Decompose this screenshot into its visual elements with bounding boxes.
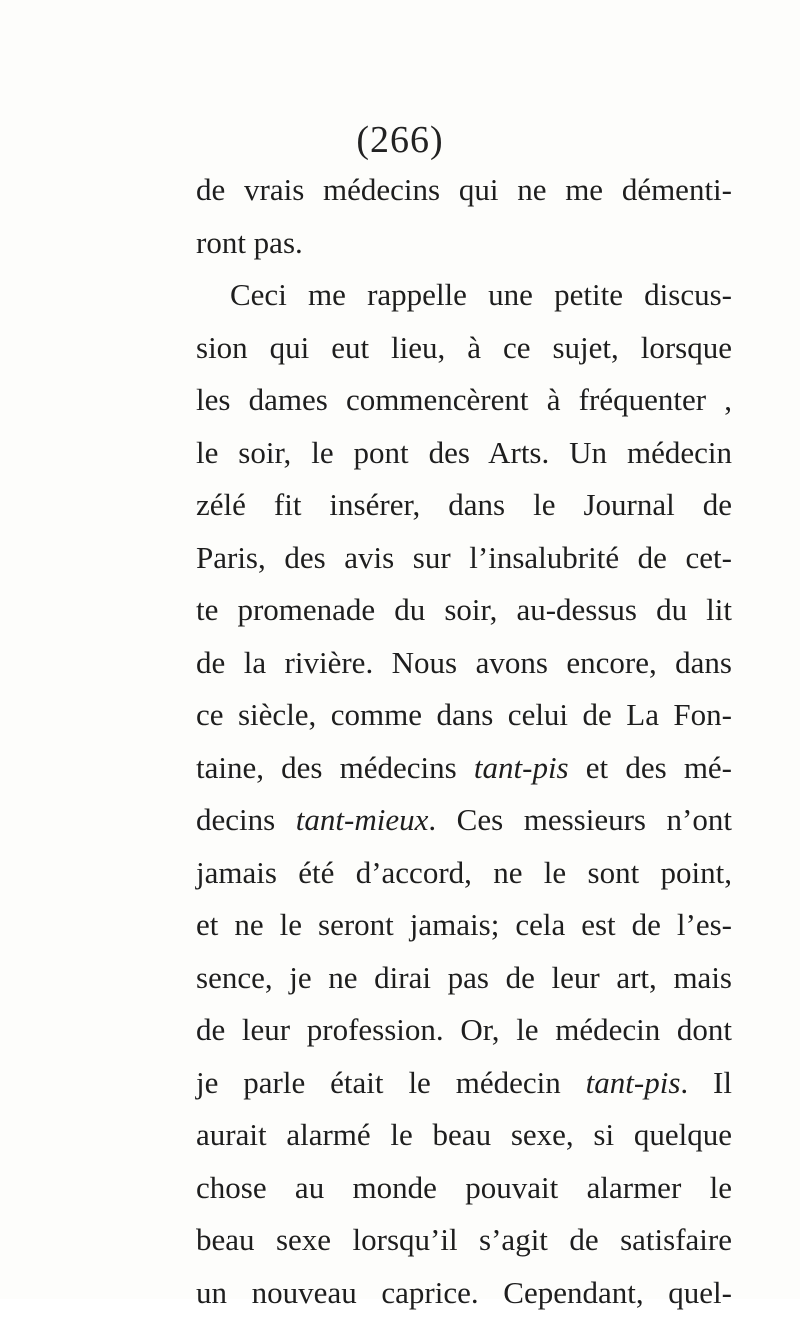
- text-line: [196, 217, 732, 270]
- text-line: [196, 899, 732, 952]
- text-segment: un nouveau caprice. Cependant, quel-: [196, 1275, 732, 1310]
- text-line: [196, 269, 732, 322]
- body-text: [196, 164, 732, 1319]
- text-line: [196, 847, 732, 900]
- text-segment: et ne le seront jamais; cela est de l’es-: [196, 907, 732, 942]
- text-segment: jamais été d’accord, ne le sont point,: [196, 855, 732, 890]
- page-number: (266): [0, 118, 800, 162]
- text-segment: aurait alarmé le beau sexe, si quelque: [196, 1117, 732, 1152]
- text-line: [196, 1057, 732, 1110]
- text-segment: chose au monde pouvait alarmer le: [196, 1170, 732, 1205]
- text-line: [196, 374, 732, 427]
- text-line: [196, 532, 732, 585]
- text-line: [196, 427, 732, 480]
- text-segment: decins: [196, 802, 296, 837]
- text-segment: de vrais médecins qui ne me démenti-: [196, 172, 732, 207]
- text-line: [196, 1109, 732, 1162]
- text-line: [196, 794, 732, 847]
- text-segment: taine, des médecins: [196, 750, 474, 785]
- text-line: [196, 479, 732, 532]
- text-line: [196, 952, 732, 1005]
- italic-text: tant-pis: [586, 1065, 681, 1100]
- text-line: [196, 322, 732, 375]
- text-segment: Paris, des avis sur l’insalubrité de cet-: [196, 540, 732, 575]
- text-line: [196, 1214, 732, 1267]
- text-segment: le soir, le pont des Arts. Un médecin: [196, 435, 732, 470]
- text-segment: sion qui eut lieu, à ce sujet, lorsque: [196, 330, 732, 365]
- italic-text: tant-mieux: [296, 802, 429, 837]
- text-segment: les dames commencèrent à fréquenter ,: [196, 382, 732, 417]
- italic-text: tant-pis: [474, 750, 569, 785]
- text-segment: . Ces messieurs n’ont: [428, 802, 732, 837]
- text-segment: ront pas.: [196, 225, 303, 260]
- text-line: [196, 1004, 732, 1057]
- text-segment: et des mé-: [569, 750, 732, 785]
- text-segment: sence, je ne dirai pas de leur art, mais: [196, 960, 732, 995]
- text-segment: . Il: [680, 1065, 732, 1100]
- text-line: [196, 1162, 732, 1215]
- text-line: [196, 584, 732, 637]
- text-segment: te promenade du soir, au-dessus du lit: [196, 592, 732, 627]
- text-segment: ce siècle, comme dans celui de La Fon-: [196, 697, 732, 732]
- text-line: [196, 637, 732, 690]
- text-segment: zélé fit insérer, dans le Journal de: [196, 487, 732, 522]
- text-line: [196, 1267, 732, 1319]
- text-segment: Ceci me rappelle une petite discus-: [230, 277, 732, 312]
- text-segment: de la rivière. Nous avons encore, dans: [196, 645, 732, 680]
- text-line: [196, 164, 732, 217]
- text-segment: je parle était le médecin: [196, 1065, 586, 1100]
- text-line: [196, 689, 732, 742]
- text-segment: de leur profession. Or, le médecin dont: [196, 1012, 732, 1047]
- text-line: [196, 742, 732, 795]
- text-segment: beau sexe lorsqu’il s’agit de satisfaire: [196, 1222, 732, 1257]
